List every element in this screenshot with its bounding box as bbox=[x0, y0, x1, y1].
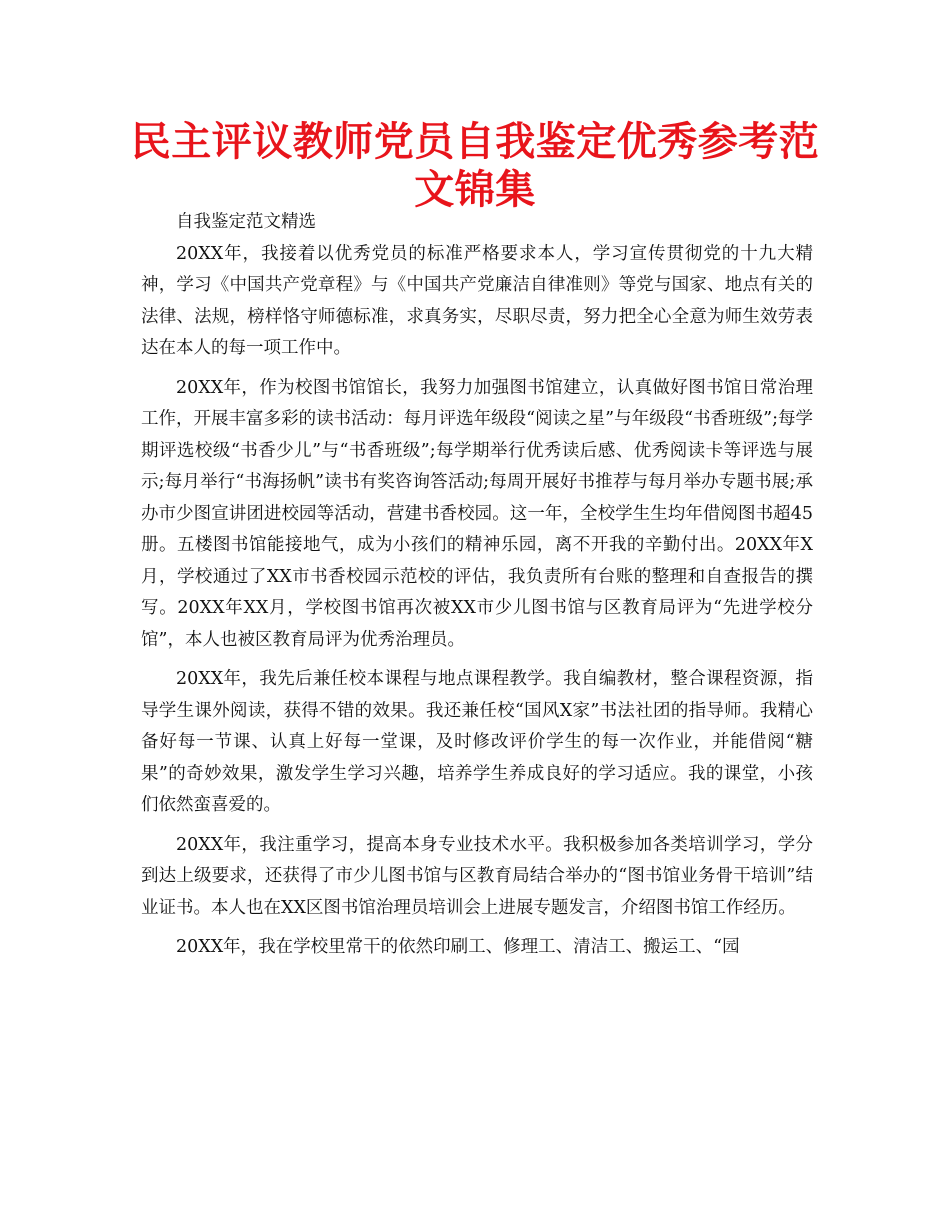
paragraph-4: 20XX年，我注重学习，提高本身专业技术水平。我积极参加各类培训学习，学分到达上级要求，还获得了市少儿图书馆与区教育局结合举办的“图书馆业务骨干培训”结业证书。本人也在XX区图书馆治理员培训会上进展专题发言，介绍图书馆工作经历。 bbox=[141, 834, 813, 918]
document-body bbox=[141, 207, 813, 964]
paragraph-1: 20XX年，我接着以优秀党员的标准严格要求本人，学习宣传贯彻党的十九大精神，学习《中国共产党章程》与《中国共产党廉洁自律准则》等党与国家、地点有关的法律、法规，榜样恪守师德标准，求真务实，尽职尽责，努力把全心全意为师生效劳表达在本人的每一项工作中。 bbox=[141, 243, 813, 358]
paragraph-3: 20XX年，我先后兼任校本课程与地点课程教学。我自编教材，整合课程资源，指导学生课外阅读，获得不错的效果。我还兼任校“国风X家”书法社团的指导师。我精心备好每一节课、认真上好每一堂课，及时修改评价学生的每一次作业，并能借阅“糖果”的奇妙效果，激发学生学习兴趣，培养学生养成良好的学习适应。我的课堂，小孩们依然蛮喜爱的。 bbox=[141, 669, 813, 815]
paragraph-5: 20XX年，我在学校里常干的依然印刷工、修理工、清洁工、搬运工、“园 bbox=[176, 937, 740, 957]
paragraph-2: 20XX年，作为校图书馆馆长，我努力加强图书馆建立，认真做好图书馆日常治理工作，开展丰富多彩的读书活动：每月评选年级段“阅读之星”与年级段“书香班级”;每学期评选校级“书香少儿”与“书香班级”;每学期举行优秀读后感、优秀阅读卡等评选与展示;每月举行“书海扬帆”读书有奖咨询答活动;每周开展好书推荐与每月举办专题书展;承办市少图宣讲团进校园等活动，营建书香校园。这一年，全校学生生均年借阅图书超45册。五楼图书馆能接地气，成为小孩们的精神乐园，离不开我的辛勤付出。20XX年X月，学校通过了XX市书香校园示范校的评估，我负责所有台账的整理和自查报告的撰写。20XX年XX月，学校图书馆再次被XX市少儿图书馆与区教育局评为“先进学校分馆”，本人也被区教育局评为优秀治理员。 bbox=[141, 377, 813, 650]
document-title: 民主评议教师党员自我鉴定优秀参考范文锦集 bbox=[130, 119, 820, 213]
subheading: 自我鉴定范文精选 bbox=[176, 212, 316, 232]
